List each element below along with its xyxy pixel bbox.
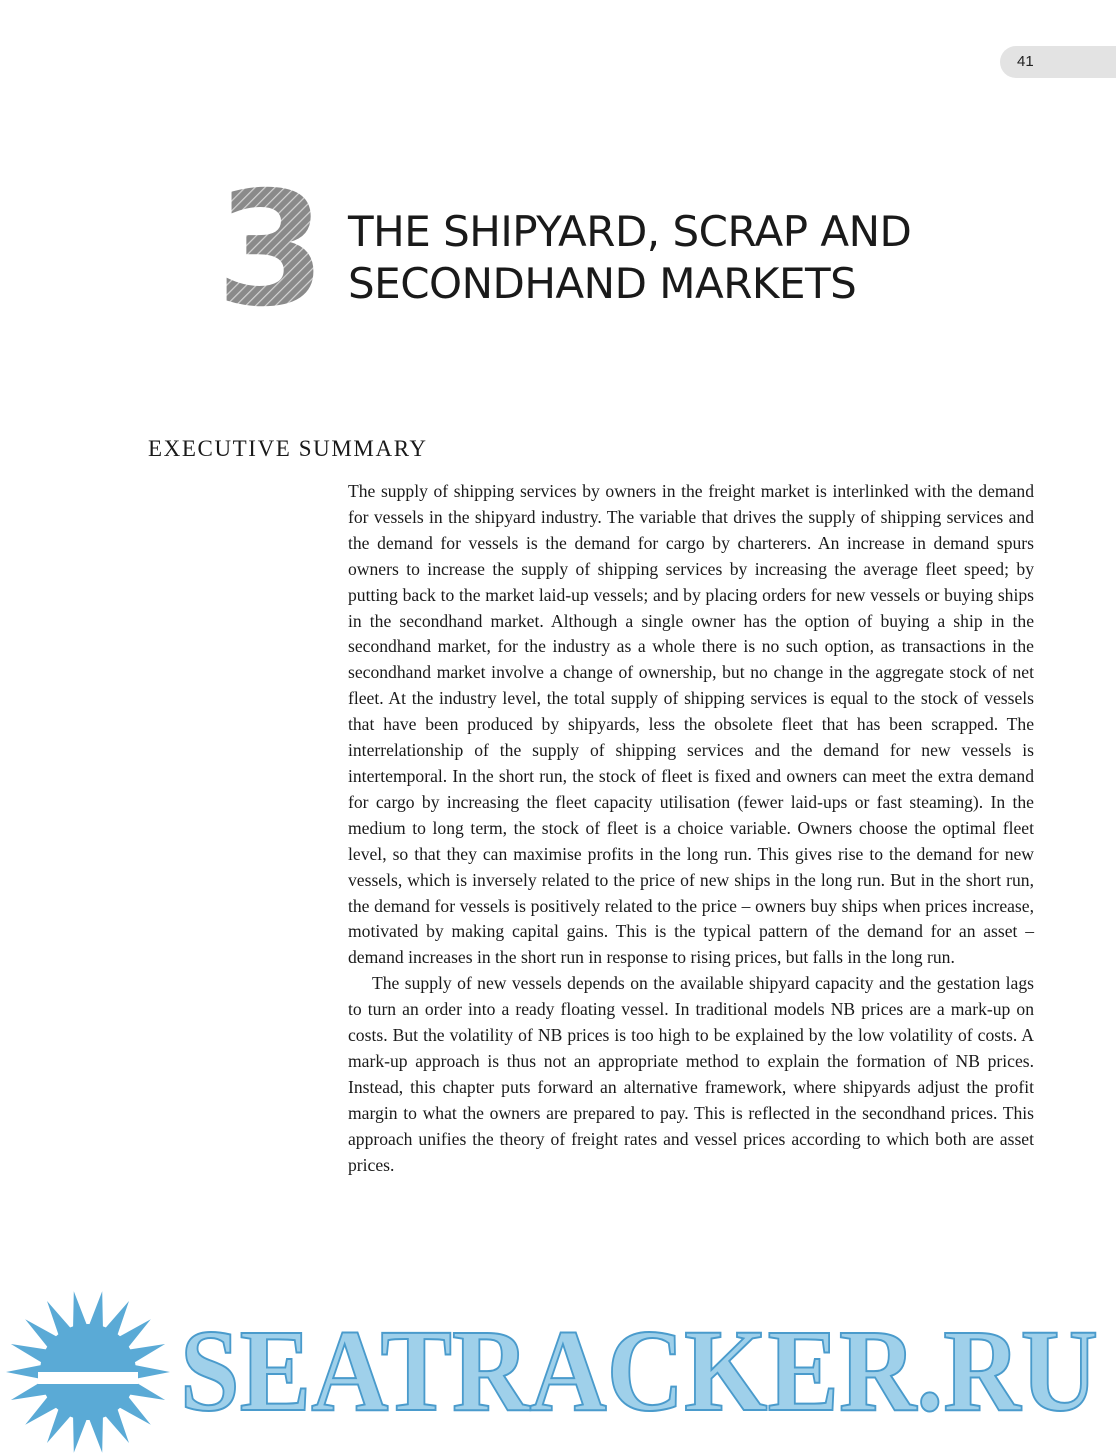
- section-heading: EXECUTIVE SUMMARY: [148, 436, 428, 461]
- paragraph-1: The supply of shipping services by owners in the freight market is interlinked with the demand for vessels in the shipyard industry. The variable that drives the supply of shipping services and the demand for vessels is the demand for cargo by charterers. An increase in demand spurs owners to increase the supply of shipping services by increasing the average fleet speed; by putting back to the market laid-up vessels; and by placing orders for new vessels or buying ships in the secondhand market. Although a single owner has the option of buying a ship in the secondhand market, for the industry as a whole there is no such option, as transactions in the secondhand market involve a change of ownership, but no change in the aggregate stock of net fleet. At the industry level, the total supply of shipping services is equal to the stock of vessels that have been produced by shipyards, less the obsolete fleet that has been scrapped. The interrelationship of the supply of shipping services and the demand for new vessels is intertemporal. In the short run, the stock of fleet is fixed and owners can meet the extra demand for cargo by increasing the fleet capacity utilisation (fewer laid-ups or fast steaming). In the medium to long term, the stock of fleet is a choice variable. Owners choose the optimal fleet level, so that they can maximise profits in the long run. This gives rise to the demand for new vessels, which is inversely related to the price of new ships in the long run. But in the short run, the demand for vessels is positively related to the price – owners buy ships when prices increase, motivated by making capital gains. This is the typical pattern of the demand for an asset – demand increases in the short run in response to rising prices, but falls in the long run.: [348, 481, 1034, 968]
- chapter-title-line-2: SECONDHAND MARKETS: [348, 259, 857, 308]
- body-text: [348, 479, 1034, 1178]
- chapter-number: [216, 158, 326, 342]
- chapter-title: [348, 206, 911, 310]
- sun-logo-icon: [0, 1288, 170, 1453]
- page-number: 41: [1017, 53, 1034, 70]
- chapter-number-text: 3: [216, 158, 326, 342]
- watermark-logo: [176, 1305, 1106, 1436]
- paragraph-2: The supply of new vessels depends on the available shipyard capacity and the gestation lags to turn an order into a ready floating vessel. In traditional models NB prices are a mark-up on costs. But the volatility of NB prices is too high to be explained by the low volatility of costs. A mark-up approach is thus not an appropriate method to explain the formation of NB prices. Instead, this chapter puts forward an alternative framework, where shipyards adjust the profit margin to what the owners are prepared to pay. This is reflected in the secondhand prices. This approach unifies the theory of freight rates and vessel prices according to which both are asset prices.: [348, 973, 1034, 1175]
- watermark-text: SEATRACKER.RU: [180, 1305, 1098, 1436]
- chapter-title-line-1: THE SHIPYARD, SCRAP AND: [348, 207, 912, 256]
